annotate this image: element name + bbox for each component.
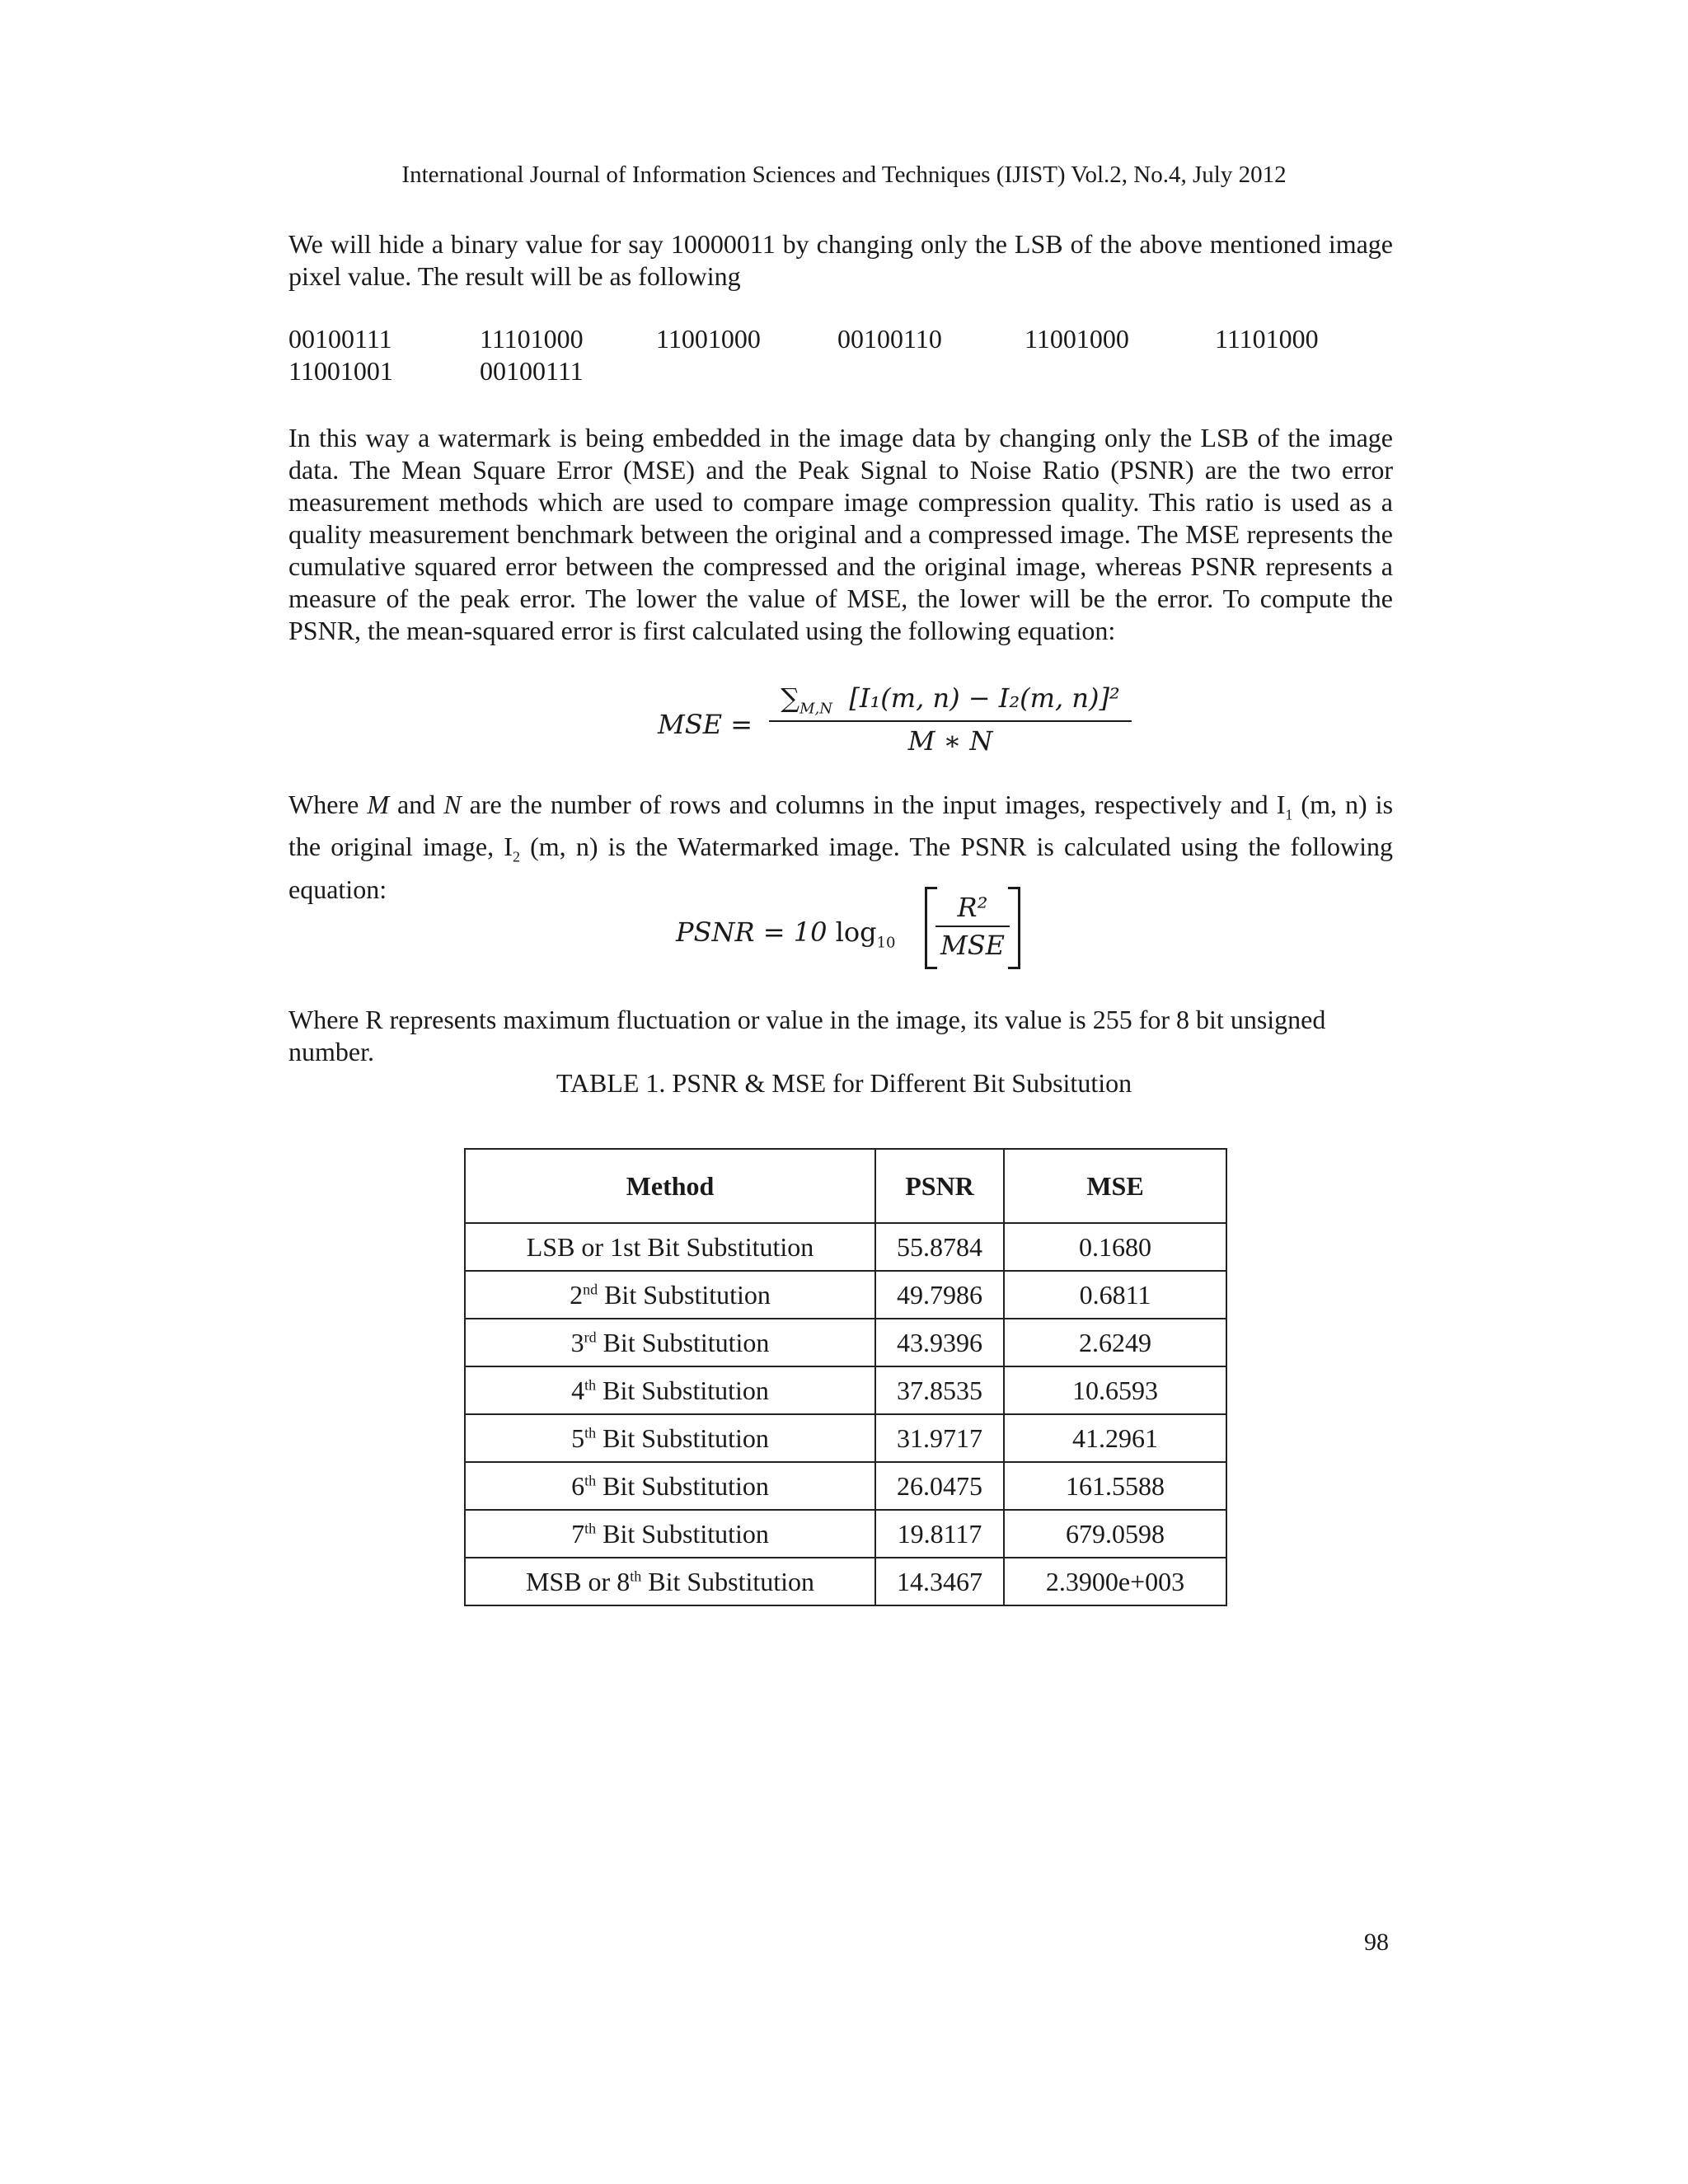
mse-cell: 2.6249: [1004, 1319, 1226, 1366]
method-text: Bit Substitution: [596, 1327, 770, 1357]
psnr-cell: 14.3467: [875, 1558, 1004, 1605]
method-text: 4: [571, 1375, 585, 1405]
method-cell: [465, 1414, 875, 1462]
ordinal-suffix: th: [584, 1471, 597, 1488]
table-row: [465, 1510, 1226, 1558]
subscript: 2: [512, 848, 520, 865]
psnr-cell: 26.0475: [875, 1462, 1004, 1510]
method-text: Bit Substitution: [596, 1422, 769, 1453]
binary-row-1: [288, 323, 1393, 355]
table-row: [465, 1414, 1226, 1462]
table-row: [465, 1558, 1226, 1605]
mse-numerator: [769, 682, 1132, 722]
binary-value: 00100111: [288, 324, 392, 354]
paragraph-hidden-value: We will hide a binary value for say 10000011 by changing only the LSB of the above mentioned image pixel value. The result will be as following: [288, 229, 1393, 291]
method-text: Bit Substitution: [641, 1566, 815, 1596]
mse-numerator-expr: [I₁(m, n) − I₂(m, n)]²: [849, 682, 1120, 714]
method-text: LSB or 1st Bit Substitution: [526, 1231, 814, 1262]
method-text: 7: [571, 1518, 585, 1549]
bracket-tick: [927, 967, 937, 969]
text: are the number of rows and columns in the input images, respectively and I: [461, 790, 1286, 819]
sum-symbol: ∑: [781, 682, 800, 714]
table-row: [465, 1366, 1226, 1414]
ordinal-suffix: th: [584, 1376, 597, 1393]
binary-value: 00100111: [480, 356, 584, 386]
binary-value: 11001001: [288, 356, 393, 386]
psnr-cell: 37.8535: [875, 1366, 1004, 1414]
method-text: 5: [571, 1422, 585, 1453]
ordinal-suffix: th: [584, 1423, 597, 1441]
method-text: 6: [571, 1470, 585, 1501]
log-text: log: [835, 916, 877, 948]
mse-cell: 2.3900e+003: [1004, 1558, 1226, 1605]
text: Where: [288, 790, 368, 819]
psnr-numerator: R²: [935, 892, 1010, 927]
binary-row-2: [288, 355, 1393, 387]
log-base: 10: [876, 934, 896, 952]
psnr-denominator: MSE: [940, 930, 1006, 961]
binary-value: 11101000: [480, 324, 584, 354]
mse-cell: 0.6811: [1004, 1271, 1226, 1319]
method-text: Bit Substitution: [598, 1279, 771, 1310]
psnr-cell: 19.8117: [875, 1510, 1004, 1558]
subscript: 1: [1285, 806, 1293, 823]
method-cell: [465, 1319, 875, 1366]
binary-value: 00100110: [837, 324, 942, 354]
psnr-fraction: [935, 892, 1010, 961]
psnr-lhs: [676, 916, 895, 951]
mse-cell: 41.2961: [1004, 1414, 1226, 1462]
binary-values: [288, 323, 1393, 387]
mse-fraction: [769, 682, 1132, 757]
ordinal-suffix: th: [630, 1567, 642, 1584]
method-text: Bit Substitution: [596, 1518, 769, 1549]
table-row: [465, 1223, 1226, 1271]
paragraph-where-r: Where R represents maximum fluctuation or value in the image, its value is 255 for 8 bit unsigned number.: [288, 1005, 1326, 1066]
binary-value: 11001000: [1025, 324, 1129, 354]
text: (m, n) is the Watermarked image. The PSNR is calculated using the following equation:: [288, 832, 1394, 904]
table-row: [465, 1462, 1226, 1510]
method-cell: [465, 1366, 875, 1414]
table-header-row: [465, 1149, 1226, 1223]
mse-denominator: M ∗ N: [907, 725, 993, 757]
table-row: [465, 1319, 1226, 1366]
method-text: Bit Substitution: [596, 1470, 769, 1501]
method-cell: [465, 1271, 875, 1319]
ordinal-suffix: rd: [584, 1328, 597, 1345]
psnr-cell: 55.8784: [875, 1223, 1004, 1271]
psnr-lhs-text: PSNR = 10: [676, 916, 836, 948]
table-row: [465, 1271, 1226, 1319]
text: and: [388, 790, 444, 819]
mse-cell: 10.6593: [1004, 1366, 1226, 1414]
column-header: PSNR: [875, 1149, 1004, 1223]
sum-subscript: M,N: [799, 700, 832, 718]
method-cell: [465, 1558, 875, 1605]
bracket-tick: [1008, 967, 1018, 969]
method-text: Bit Substitution: [596, 1375, 769, 1405]
var-m: M: [367, 790, 389, 819]
binary-value: 11101000: [1215, 324, 1319, 354]
method-text: 2: [570, 1279, 584, 1310]
psnr-cell: 43.9396: [875, 1319, 1004, 1366]
psnr-cell: 49.7986: [875, 1271, 1004, 1319]
method-text: 3: [570, 1327, 584, 1357]
mse-cell: 679.0598: [1004, 1510, 1226, 1558]
mse-lhs: MSE =: [658, 709, 753, 740]
table-caption: TABLE 1. PSNR & MSE for Different Bit Subsitution: [556, 1068, 1132, 1098]
psnr-cell: 31.9717: [875, 1414, 1004, 1462]
ordinal-suffix: nd: [583, 1280, 598, 1297]
mse-cell: 161.5588: [1004, 1462, 1226, 1510]
binary-value: 11001000: [656, 324, 761, 354]
page-number: 98: [1364, 1929, 1389, 1956]
running-header: International Journal of Information Sciences and Techniques (IJIST) Vol.2, No.4, July 2012: [401, 162, 1287, 188]
method-text: MSB or 8: [525, 1566, 631, 1596]
ordinal-suffix: th: [584, 1519, 597, 1536]
text: (m, n) is the original image, I: [288, 790, 1394, 862]
bracket-tick: [1008, 887, 1018, 889]
bracket: [925, 887, 1020, 969]
method-cell: [465, 1510, 875, 1558]
column-header: MSE: [1004, 1149, 1226, 1223]
method-cell: [465, 1462, 875, 1510]
method-cell: [465, 1223, 875, 1271]
mse-equation: [658, 682, 1136, 765]
paragraph-mse-psnr: In this way a watermark is being embedded in the image data by changing only the LSB of the image data. The Mean Square Error (MSE) and the Peak Signal to Noise Ratio (PSNR) are the two error measurement methods which are used to compare image compression quality. This ratio is used as a quality measurement benchmark between the original and a compressed image. The MSE represents the cumulative squared error between the compressed and the original image, whereas PSNR represents a measure of the peak error. The lower the value of MSE, the lower will be the error. To compute the PSNR, the mean-squared error is first calculated using the following equation:: [288, 423, 1393, 645]
bracket-tick: [927, 887, 937, 889]
psnr-equation: [676, 887, 1022, 977]
mse-cell: 0.1680: [1004, 1223, 1226, 1271]
results-table: [464, 1148, 1227, 1606]
column-header: Method: [465, 1149, 875, 1223]
var-n: N: [443, 790, 462, 819]
